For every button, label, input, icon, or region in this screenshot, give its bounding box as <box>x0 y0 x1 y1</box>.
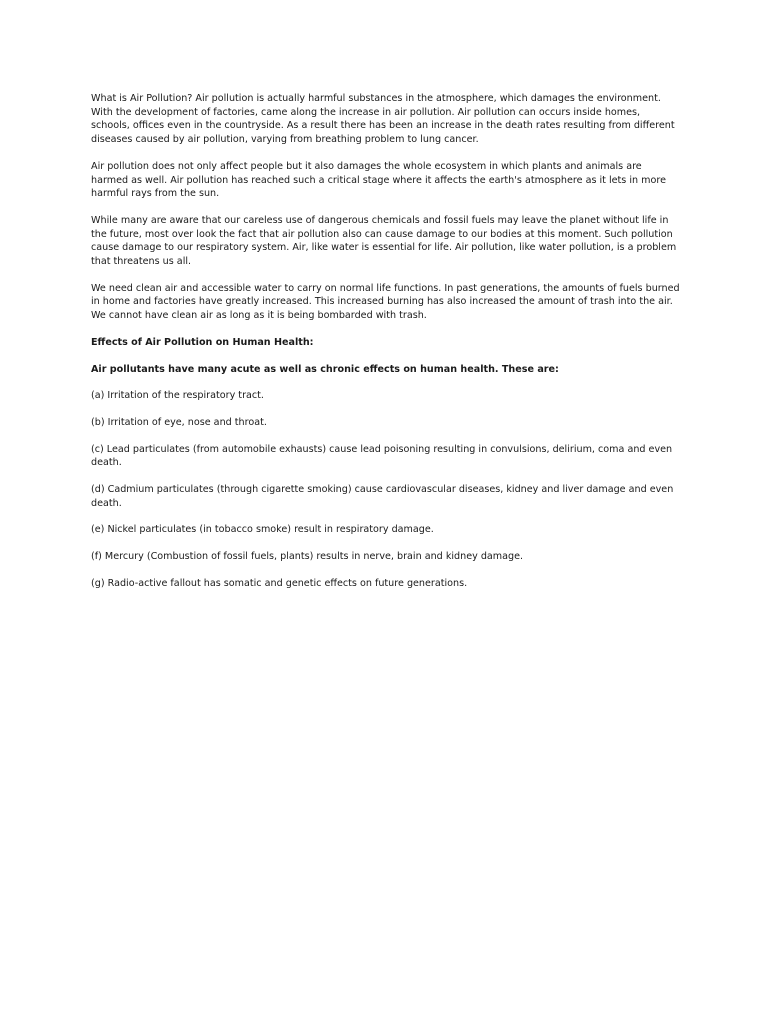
section-heading: Effects of Air Pollution on Human Health: <box>91 336 314 348</box>
paragraph-what-is-air-pollution: What is Air Pollution? Air pollution is actually harmful substances in the atmosphere, which damages the environment. With the development of factories, came along the increase in air pollution. Air pollution can occurs inside homes, schools, offices even in the countryside. As a result there has been an increase in the death rates resulting from different diseases caused by air pollution, varying from breathing problem to lung cancer. <box>91 93 675 146</box>
effect-item-f: (f) Mercury (Combustion of fossil fuels, plants) results in nerve, brain and kidney damage. <box>91 551 524 563</box>
paragraph-chemicals-and-fuels: While many are aware that our careless use of dangerous chemicals and fossil fuels may leave the planet without life in the future, most over look the fact that air pollution also can cause damage to our bodies at this moment. Such pollution cause damage to our respiratory system. Air, like water is essential for life. Air pollution, like water pollution, is a problem that threatens us all. <box>91 214 677 268</box>
effect-item-g: (g) Radio-active fallout has somatic and genetic effects on future generations. <box>91 577 468 589</box>
effect-item-d: (d) Cadmium particulates (through cigarette smoking) cause cardiovascular diseases, kidney and liver damage and even death. <box>91 484 674 509</box>
document-page <box>91 92 681 604</box>
effect-item-e: (e) Nickel particulates (in tobacco smoke) result in respiratory damage. <box>91 524 434 536</box>
effect-item-c: (c) Lead particulates (from automobile exhausts) cause lead poisoning resulting in convulsions, delirium, coma and even death. <box>91 443 673 469</box>
effect-item-a: (a) Irritation of the respiratory tract. <box>91 390 264 402</box>
paragraph-clean-air: We need clean air and accessible water to carry on normal life functions. In past generations, the amounts of fuels burned in home and factories have greatly increased. This increased burning has also increased the amount of trash into the air. We cannot have clean air as long as it is being bombarded with trash. <box>91 282 680 322</box>
paragraph-ecosystem-damage: Air pollution does not only affect people but it also damages the whole ecosystem in which plants and animals are harmed as well. Air pollution has reached such a critical stage where it affects the earth's atmosphere as it lets in more harmful rays from the sun. <box>91 160 666 200</box>
section-subheading: Air pollutants have many acute as well as chronic effects on human health. These are: <box>91 363 559 375</box>
effect-item-b: (b) Irritation of eye, nose and throat. <box>91 416 267 428</box>
